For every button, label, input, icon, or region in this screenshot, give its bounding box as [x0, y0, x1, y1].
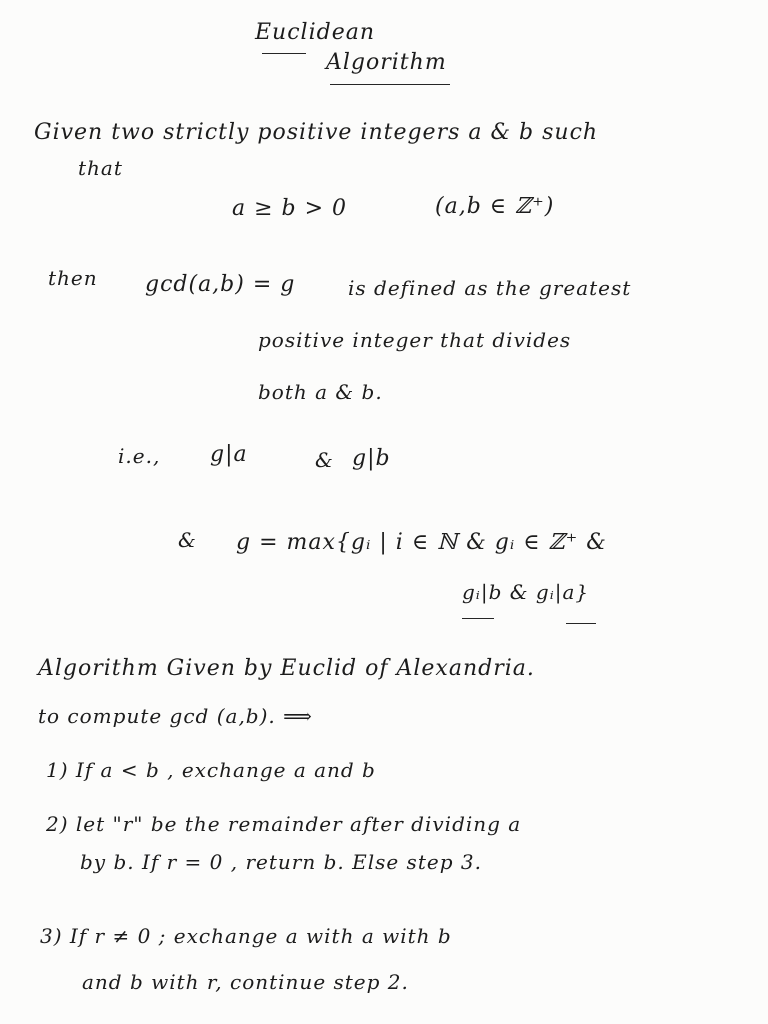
definition-suffix: is defined as the greatest	[348, 276, 632, 300]
ie-expression-2: g|b	[352, 446, 391, 471]
algorithm-step-3-line-1: 3) If r ≠ 0 ; exchange a with a with b	[40, 924, 452, 948]
definition-line-2: positive integer that divides	[258, 328, 572, 352]
ie-expression-1: g|a	[210, 442, 248, 467]
ie-ampersand: &	[315, 448, 334, 472]
max-definition-line-1: g = max{gᵢ | i ∈ ℕ & gᵢ ∈ ℤ⁺ &	[236, 530, 607, 555]
algorithm-step-2-line-2: by b. If r = 0 , return b. Else step 3.	[80, 850, 482, 874]
max-ampersand: &	[178, 528, 197, 552]
algorithm-heading-line-2: to compute gcd (a,b). ⟹	[38, 704, 313, 728]
title-underline-2	[330, 84, 450, 85]
ie-label: i.e.,	[118, 444, 161, 468]
intro-line-2: that	[78, 156, 123, 180]
definition-formula: gcd(a,b) = g	[145, 272, 296, 297]
title-line-2: Algorithm	[326, 50, 447, 75]
algorithm-heading-line-1: Algorithm Given by Euclid of Alexandria.	[38, 656, 535, 681]
condition-domain: (a,b ∈ ℤ⁺)	[435, 194, 555, 219]
max-definition-line-2: gᵢ|b & gᵢ|a}	[462, 580, 590, 604]
algorithm-step-1: 1) If a < b , exchange a and b	[46, 758, 376, 782]
title-line-1: Euclidean	[255, 20, 376, 45]
gi-underline-1	[462, 618, 494, 619]
title-underline-1	[262, 53, 306, 54]
condition-inequality: a ≥ b > 0	[232, 196, 348, 221]
definition-line-3: both a & b.	[258, 380, 383, 404]
algorithm-step-3-line-2: and b with r, continue step 2.	[82, 970, 409, 994]
intro-line-1: Given two strictly positive integers a & b such	[34, 120, 599, 145]
definition-prefix: then	[48, 266, 98, 290]
gi-underline-2	[566, 623, 596, 624]
algorithm-step-2-line-1: 2) let "r" be the remainder after dividing a	[46, 812, 522, 836]
